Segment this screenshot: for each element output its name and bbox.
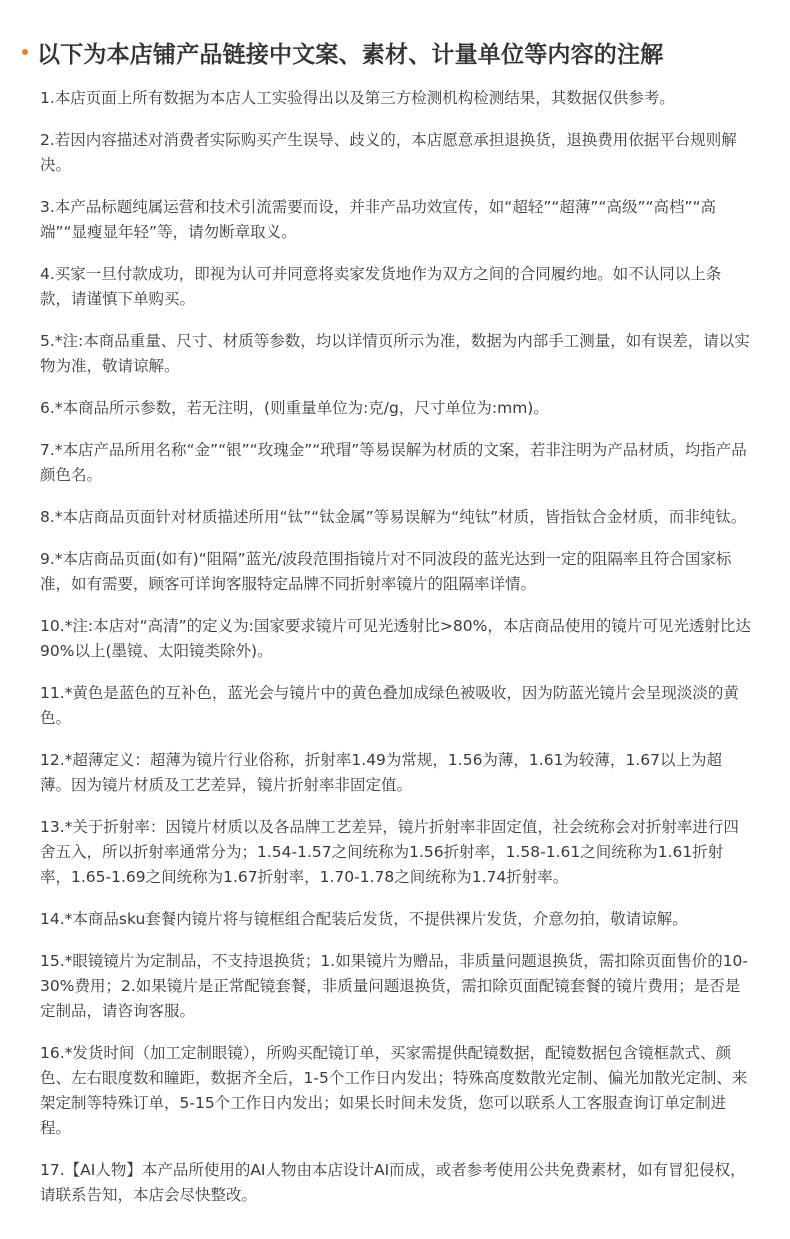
note-3: 3.本产品标题纯属运营和技术引流需要而设，并非产品功效宣传，如“超轻”“超薄”“高级”“高档”“高端”“显瘦显年轻”等，请勿断章取义。 (40, 198, 717, 241)
note-11: 11.*黄色是蓝色的互补色，蓝光会与镜片中的黄色叠加成绿色被吸收，因为防蓝光镜片会呈现淡淡的黄色。 (40, 684, 739, 727)
note-12: 12.*超薄定义：超薄为镜片行业俗称，折射率1.49为常规，1.56为薄，1.61为较薄，1.67以上为超薄。因为镜片材质及工艺差异，镜片折射率非固定值。 (40, 751, 722, 794)
note-4: 4.买家一旦付款成功，即视为认可并同意将卖家发货地作为双方之间的合同履约地。如不认同以上条款，请谨慎下单购买。 (40, 265, 722, 308)
section-header (22, 30, 782, 74)
note-10: 10.*注:本店对“高清”的定义为:国家要求镜片可见光透射比>80%，本店商品使用的镜片可见光透射比达90%以上(墨镜、太阳镜类除外)。 (40, 617, 751, 660)
note-6: 6.*本商品所示参数，若无注明，(则重量单位为:克/g，尺寸单位为:mm)。 (40, 399, 549, 417)
note-7: 7.*本店产品所用名称“金”“银”“玫瑰金”“玳瑁”等易误解为材质的文案，若非注明为产品材质，均指产品颜色名。 (40, 441, 747, 484)
note-15: 15.*眼镜镜片为定制品，不支持退换货；1.如果镜片为赠品，非质量问题退换货，需扣除页面售价的10-30%费用；2.如果镜片是正常配镜套餐，非质量问题退换货，需扣除页面配镜套餐的镜片费用；是否是定制品，请咨询客服。 (40, 952, 749, 1020)
note-8: 8.*本店商品页面针对材质描述所用“钛”“钛金属”等易误解为“纯钛”材质，皆指钛合金材质，而非纯钛。 (40, 508, 747, 526)
note-13: 13.*关于折射率：因镜片材质以及各品牌工艺差异，镜片折射率非固定值，社会统称会对折射率进行四舍五入，所以折射率通常分为；1.54-1.57之间统称为1.56折射率，1.58-1.61之间统称为1.61折射率，1.65-1.69之间统称为1.67折射率，1.70-1.78之间统称为1.74折射率。 (40, 818, 739, 886)
page-title: 以下为本店铺产品链接中文案、素材、计量单位等内容的注解 (37, 41, 664, 68)
notes-list (40, 86, 752, 1225)
note-16: 16.*发货时间（加工定制眼镜），所购买配镜订单，买家需提供配镜数据，配镜数据包含镜框款式、颜色、左右眼度数和瞳距，数据齐全后，1-5个工作日内发出；特殊高度数散光定制、偏光加散光定制、来架定制等特殊订单，5-15个工作日内发出；如果长时间未发货，您可以联系人工客服查询订单定制进程。 (40, 1044, 748, 1137)
note-1: 1.本店页面上所有数据为本店人工实验得出以及第三方检测机构检测结果，其数据仅供参考。 (40, 89, 675, 107)
note-17: 17.【AI人物】本产品所使用的AI人物由本店设计AI而成，或者参考使用公共免费素材，如有冒犯侵权，请联系告知，本店会尽快整改。 (40, 1161, 746, 1204)
note-9: 9.*本店商品页面(如有)“阻隔”蓝光/波段范围指镜片对不同波段的蓝光达到一定的阻隔率且符合国家标准，如有需要，顾客可详询客服特定品牌不同折射率镜片的阻隔率详情。 (40, 550, 732, 593)
note-14: 14.*本商品sku套餐内镜片将与镜框组合配装后发货，不提供裸片发货，介意勿拍，敬请谅解。 (40, 910, 688, 928)
note-5: 5.*注:本商品重量、尺寸、材质等参数，均以详情页所示为准，数据为内部手工测量，如有误差，请以实物为准，敬请谅解。 (40, 332, 750, 375)
orange-dot-icon (22, 49, 28, 55)
note-2: 2.若因内容描述对消费者实际购买产生误导、歧义的，本店愿意承担退换货，退换费用依据平台规则解决。 (40, 131, 737, 174)
